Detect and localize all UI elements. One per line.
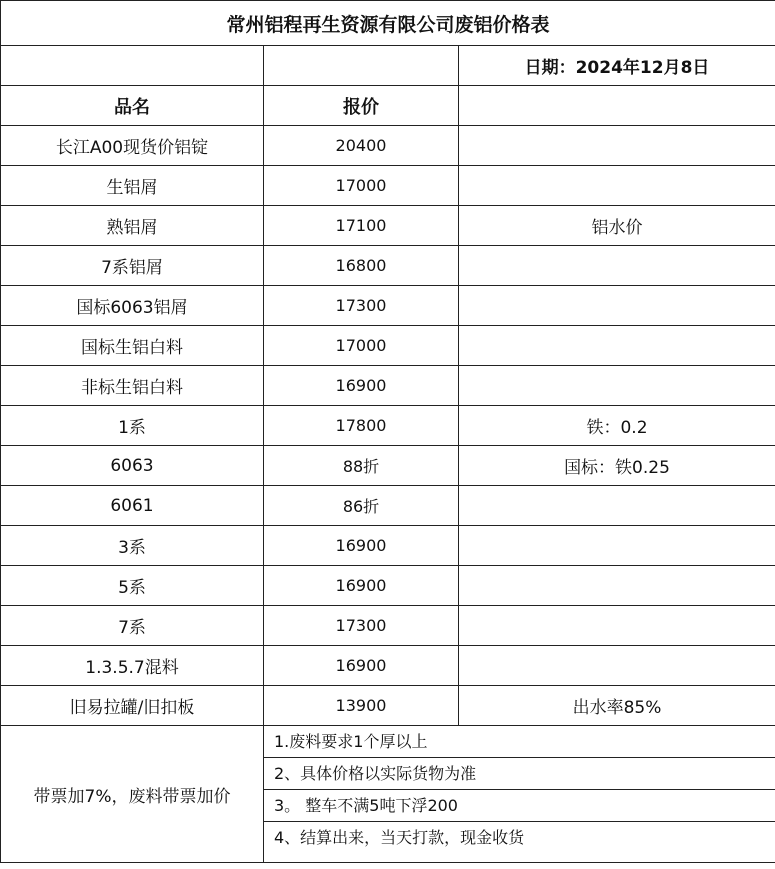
item-note	[459, 566, 775, 606]
item-name: 熟铝屑	[1, 206, 264, 246]
item-price: 16900	[264, 566, 459, 606]
item-price: 16900	[264, 526, 459, 566]
header-price: 报价	[264, 86, 459, 126]
item-name: 生铝屑	[1, 166, 264, 206]
item-price: 17000	[264, 326, 459, 366]
item-price: 17100	[264, 206, 459, 246]
table-row	[1, 646, 775, 686]
item-note	[459, 366, 775, 406]
title-row	[1, 1, 775, 46]
footer-row	[1, 726, 775, 863]
item-name: 长江A00现货价铝锭	[1, 126, 264, 166]
table-row	[1, 686, 775, 726]
terms-cell	[264, 726, 775, 863]
table-row	[1, 166, 775, 206]
item-price: 17000	[264, 166, 459, 206]
item-name: 非标生铝白料	[1, 366, 264, 406]
item-name: 国标生铝白料	[1, 326, 264, 366]
table-row	[1, 446, 775, 486]
item-note: 国标：铁0.25	[459, 446, 775, 486]
item-note	[459, 326, 775, 366]
terms-item: 1.废料要求1个厚以上	[264, 726, 775, 758]
item-note	[459, 646, 775, 686]
item-price: 16900	[264, 366, 459, 406]
item-name: 旧易拉罐/旧扣板	[1, 686, 264, 726]
sheet-title: 常州铝程再生资源有限公司废铝价格表	[1, 1, 775, 46]
table-row	[1, 406, 775, 446]
item-name: 国标6063铝屑	[1, 286, 264, 326]
item-note: 铝水价	[459, 206, 775, 246]
item-price: 88折	[264, 446, 459, 486]
header-row	[1, 86, 775, 126]
item-note: 出水率85%	[459, 686, 775, 726]
item-price: 17300	[264, 286, 459, 326]
item-name: 7系铝屑	[1, 246, 264, 286]
terms-item: 4、结算出来，当天打款，现金收货	[274, 828, 525, 847]
item-price: 13900	[264, 686, 459, 726]
terms-item: 2、具体价格以实际货物为准	[264, 758, 775, 790]
table-row	[1, 326, 775, 366]
header-empty	[459, 86, 775, 126]
table-row	[1, 566, 775, 606]
item-note	[459, 286, 775, 326]
item-note	[459, 526, 775, 566]
terms-list	[264, 726, 775, 855]
item-name: 5系	[1, 566, 264, 606]
table-row	[1, 206, 775, 246]
table-row	[1, 526, 775, 566]
item-price: 16900	[264, 646, 459, 686]
item-note	[459, 166, 775, 206]
empty-cell	[264, 46, 459, 86]
item-price: 20400	[264, 126, 459, 166]
terms-item: 3。 整车不满5吨下浮200	[264, 790, 775, 822]
item-note	[459, 126, 775, 166]
item-name: 6063	[1, 446, 264, 486]
item-name: 6061	[1, 486, 264, 526]
item-name: 7系	[1, 606, 264, 646]
table-row	[1, 486, 775, 526]
item-note	[459, 246, 775, 286]
table-row	[1, 286, 775, 326]
item-note	[459, 486, 775, 526]
item-price: 86折	[264, 486, 459, 526]
date-row	[1, 46, 775, 86]
item-price: 16800	[264, 246, 459, 286]
invoice-note: 带票加7%，废料带票加价	[1, 726, 264, 863]
item-name: 1系	[1, 406, 264, 446]
item-note: 铁：0.2	[459, 406, 775, 446]
item-price: 17300	[264, 606, 459, 646]
item-name: 3系	[1, 526, 264, 566]
date-label: 日期：2024年12月8日	[459, 46, 775, 86]
item-price: 17800	[264, 406, 459, 446]
empty-cell	[1, 46, 264, 86]
item-note	[459, 606, 775, 646]
table-row	[1, 126, 775, 166]
table-row	[1, 246, 775, 286]
table-row	[1, 606, 775, 646]
item-name: 1.3.5.7混料	[1, 646, 264, 686]
header-name: 品名	[1, 86, 264, 126]
table-row	[1, 366, 775, 406]
